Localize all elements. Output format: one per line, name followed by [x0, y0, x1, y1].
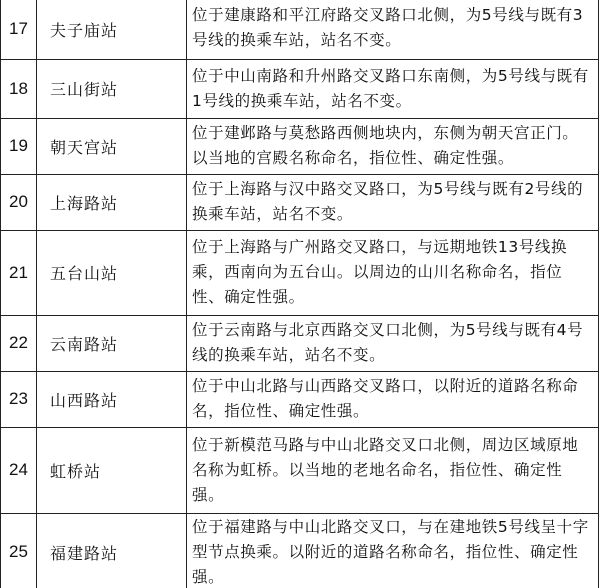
- station-number: 18: [1, 59, 37, 118]
- station-name: 三山街站: [37, 59, 187, 118]
- station-number: 22: [1, 315, 37, 371]
- station-name: 山西路站: [37, 371, 187, 427]
- station-description: 位于上海路与汉中路交叉路口，为5号线与既有2号线的换乘车站，站名不变。: [187, 174, 599, 230]
- station-number: 19: [1, 118, 37, 174]
- table-row: [1, 230, 599, 315]
- station-number: 17: [1, 0, 37, 59]
- station-name: 朝天宫站: [37, 118, 187, 174]
- station-number: 21: [1, 230, 37, 315]
- table-row: [1, 513, 599, 588]
- station-number: 23: [1, 371, 37, 427]
- station-description: 位于中山北路与山西路交叉路口，以附近的道路名称命名，指位性、确定性强。: [187, 371, 599, 427]
- station-description: 位于上海路与广州路交叉路口，与远期地铁13号线换乘，西南向为五台山。以周边的山川名称命名，指位性、确定性强。: [187, 230, 599, 315]
- station-number: 20: [1, 174, 37, 230]
- table-row: [1, 0, 599, 59]
- station-number: 25: [1, 513, 37, 588]
- table-row: [1, 118, 599, 174]
- table-row: [1, 174, 599, 230]
- table-row: [1, 315, 599, 371]
- station-description: 位于建邺路与莫愁路西侧地块内，东侧为朝天宫正门。以当地的宫殿名称命名，指位性、确定性强。: [187, 118, 599, 174]
- station-name: 上海路站: [37, 174, 187, 230]
- table-row: [1, 371, 599, 427]
- station-name: 五台山站: [37, 230, 187, 315]
- station-name: 福建路站: [37, 513, 187, 588]
- station-name: 虹桥站: [37, 427, 187, 513]
- station-description: 位于新模范马路与中山北路交叉口北侧，周边区域原地名称为虹桥。以当地的老地名命名，指位性、确定性强。: [187, 427, 599, 513]
- table-row: [1, 59, 599, 118]
- station-number: 24: [1, 427, 37, 513]
- station-description: 位于福建路与中山北路交叉口，与在建地铁5号线呈十字型节点换乘。以附近的道路名称命名，指位性、确定性强。: [187, 513, 599, 588]
- table-row: [1, 427, 599, 513]
- station-description: 位于云南路与北京西路交叉口北侧，为5号线与既有4号线的换乘车站，站名不变。: [187, 315, 599, 371]
- station-name: 夫子庙站: [37, 0, 187, 59]
- station-name: 云南路站: [37, 315, 187, 371]
- station-description: 位于中山南路和升州路交叉路口东南侧，为5号线与既有1号线的换乘车站，站名不变。: [187, 59, 599, 118]
- station-description: 位于建康路和平江府路交叉路口北侧，为5号线与既有3号线的换乘车站，站名不变。: [187, 0, 599, 59]
